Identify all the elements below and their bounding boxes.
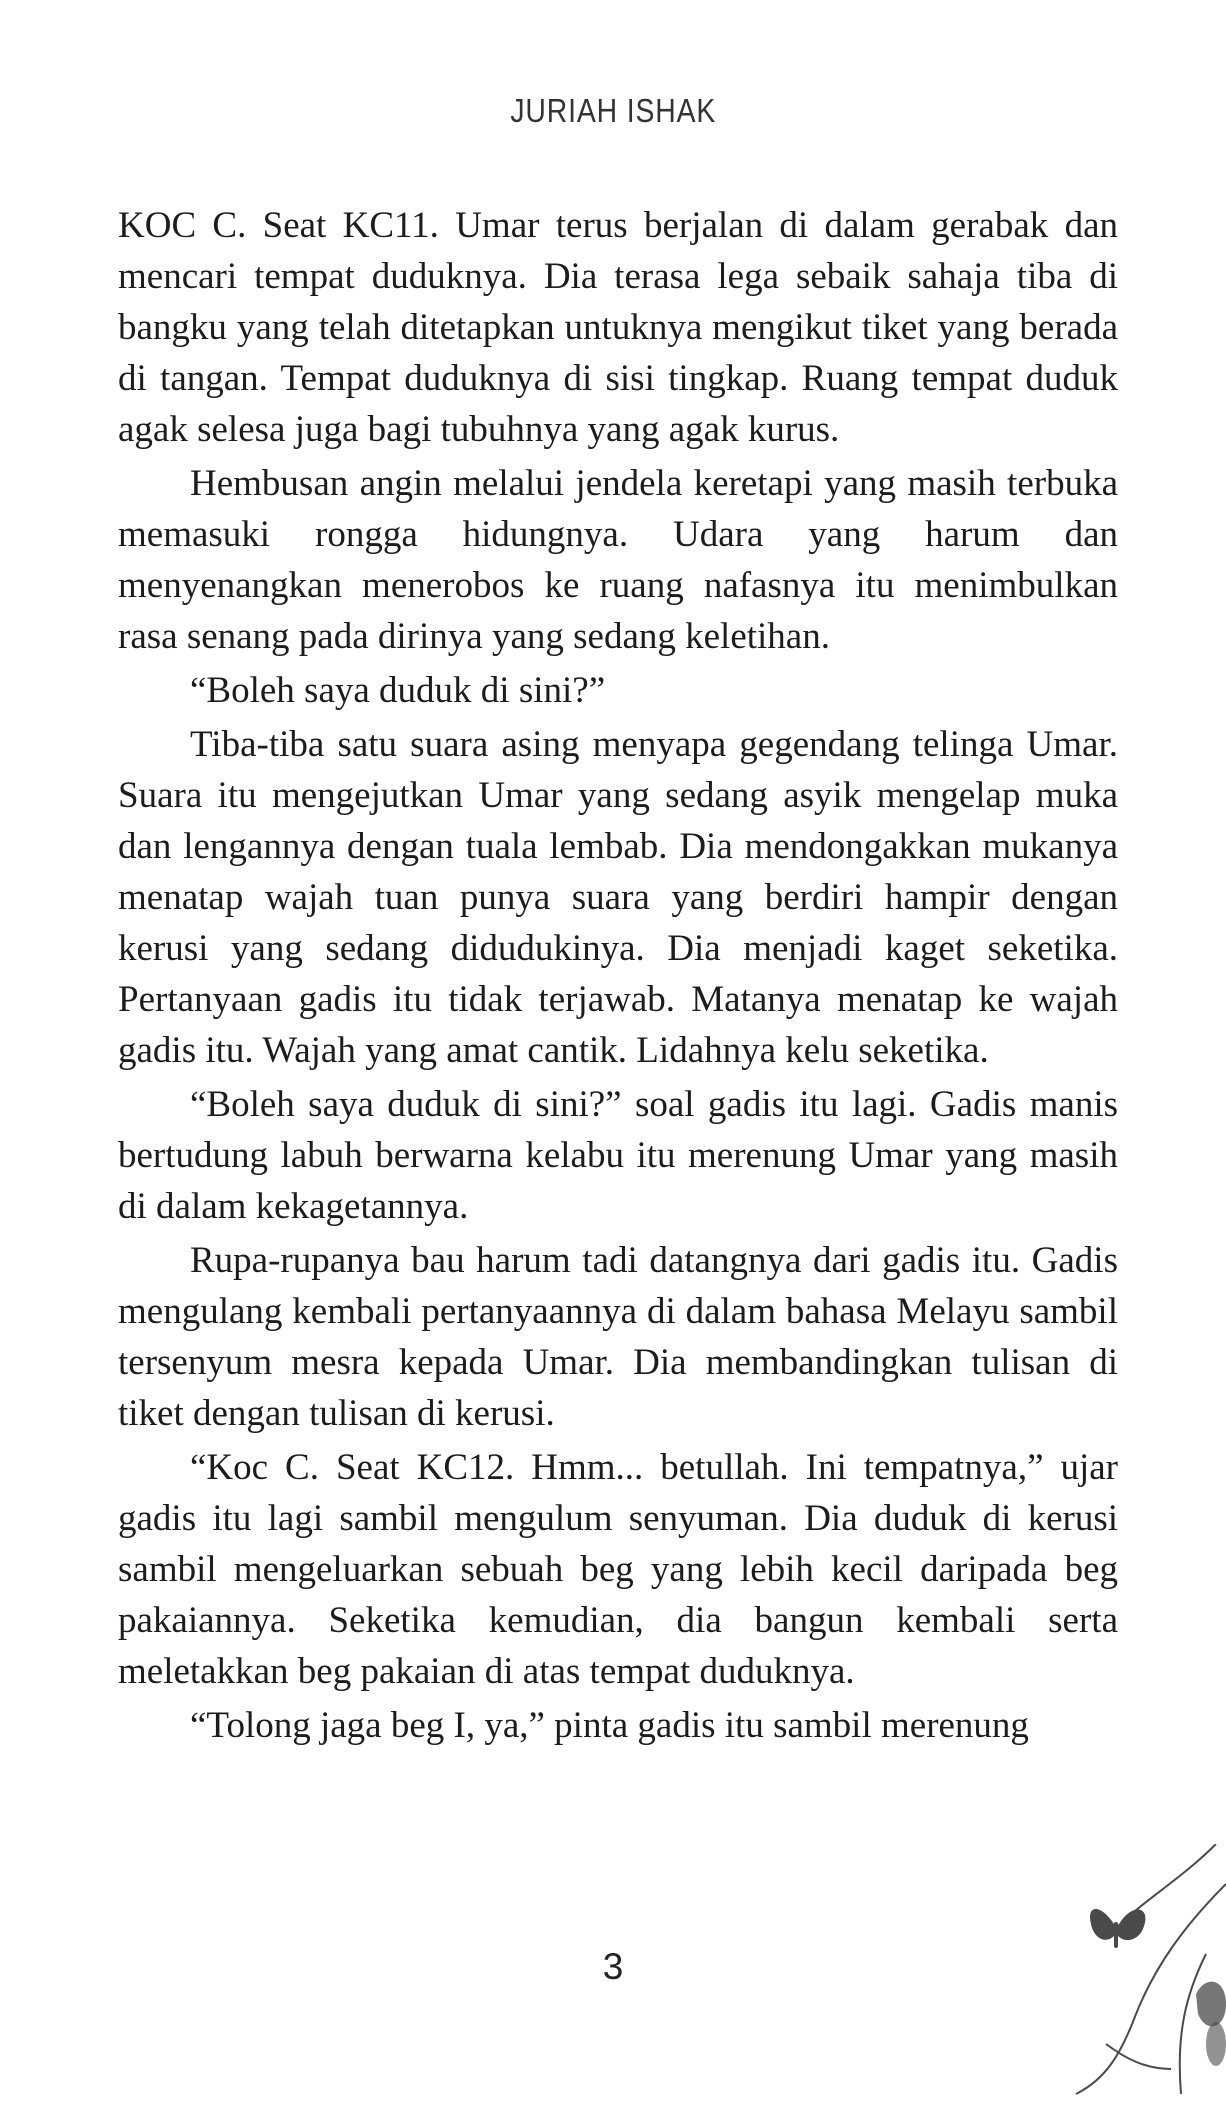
body-text	[118, 200, 1118, 1754]
paragraph: “Boleh saya duduk di sini?” soal gadis itu lagi. Gadis manis bertudung labuh berwarna kelabu itu merenung Umar yang masih di dalam kekagetannya.	[118, 1084, 1118, 1227]
butterfly-icon	[1066, 1844, 1226, 2104]
paragraph: Tiba-tiba satu suara asing menyapa gegendang telinga Umar. Suara itu mengejutkan Umar yang sedang asyik mengelap muka dan lengannya dengan tuala lembab. Dia mendongakkan mukanya menatap wajah tuan punya suara yang berdiri hampir dengan kerusi yang sedang didudukinya. Dia menjadi kaget seketika. Pertanyaan gadis itu tidak terjawab. Matanya menatap ke wajah gadis itu. Wajah yang amat cantik. Lidahnya kelu seketika.	[118, 724, 1118, 1071]
paragraph: “Koc C. Seat KC12. Hmm... betullah. Ini tempatnya,” ujar gadis itu lagi sambil mengulum senyuman. Dia duduk di kerusi sambil mengeluarkan sebuah beg yang lebih kecil daripada beg pakaiannya. Seketika kemudian, dia bangun kembali serta meletakkan beg pakaian di atas tempat duduknya.	[118, 1447, 1118, 1692]
page-number: 3	[602, 1946, 624, 1987]
paragraph: “Tolong jaga beg I, ya,” pinta gadis itu sambil merenung	[190, 1705, 1029, 1746]
paragraph: Rupa-rupanya bau harum tadi datangnya dari gadis itu. Gadis mengulang kembali pertanyaannya di dalam bahasa Melayu sambil tersenyum mesra kepada Umar. Dia membandingkan tulisan di tiket dengan tulisan di kerusi.	[118, 1240, 1118, 1434]
paragraph: “Boleh saya duduk di sini?”	[190, 670, 606, 711]
paragraph: Hembusan angin melalui jendela keretapi yang masih terbuka memasuki rongga hidungnya. Udara yang harum dan menyenangkan menerobos ke ruang nafasnya itu menimbulkan rasa senang pada dirinya yang sedang keletihan.	[118, 463, 1118, 657]
paragraph: KOC C. Seat KC11. Umar terus berjalan di dalam gerabak dan mencari tempat duduknya. Dia terasa lega sebaik sahaja tiba di bangku yang telah ditetapkan untuknya mengikut tiket yang berada di tangan. Tempat duduknya di sisi tingkap. Ruang tempat duduk agak selesa juga bagi tubuhnya yang agak kurus.	[118, 205, 1118, 450]
running-header: JURIAH ISHAK	[510, 92, 717, 129]
